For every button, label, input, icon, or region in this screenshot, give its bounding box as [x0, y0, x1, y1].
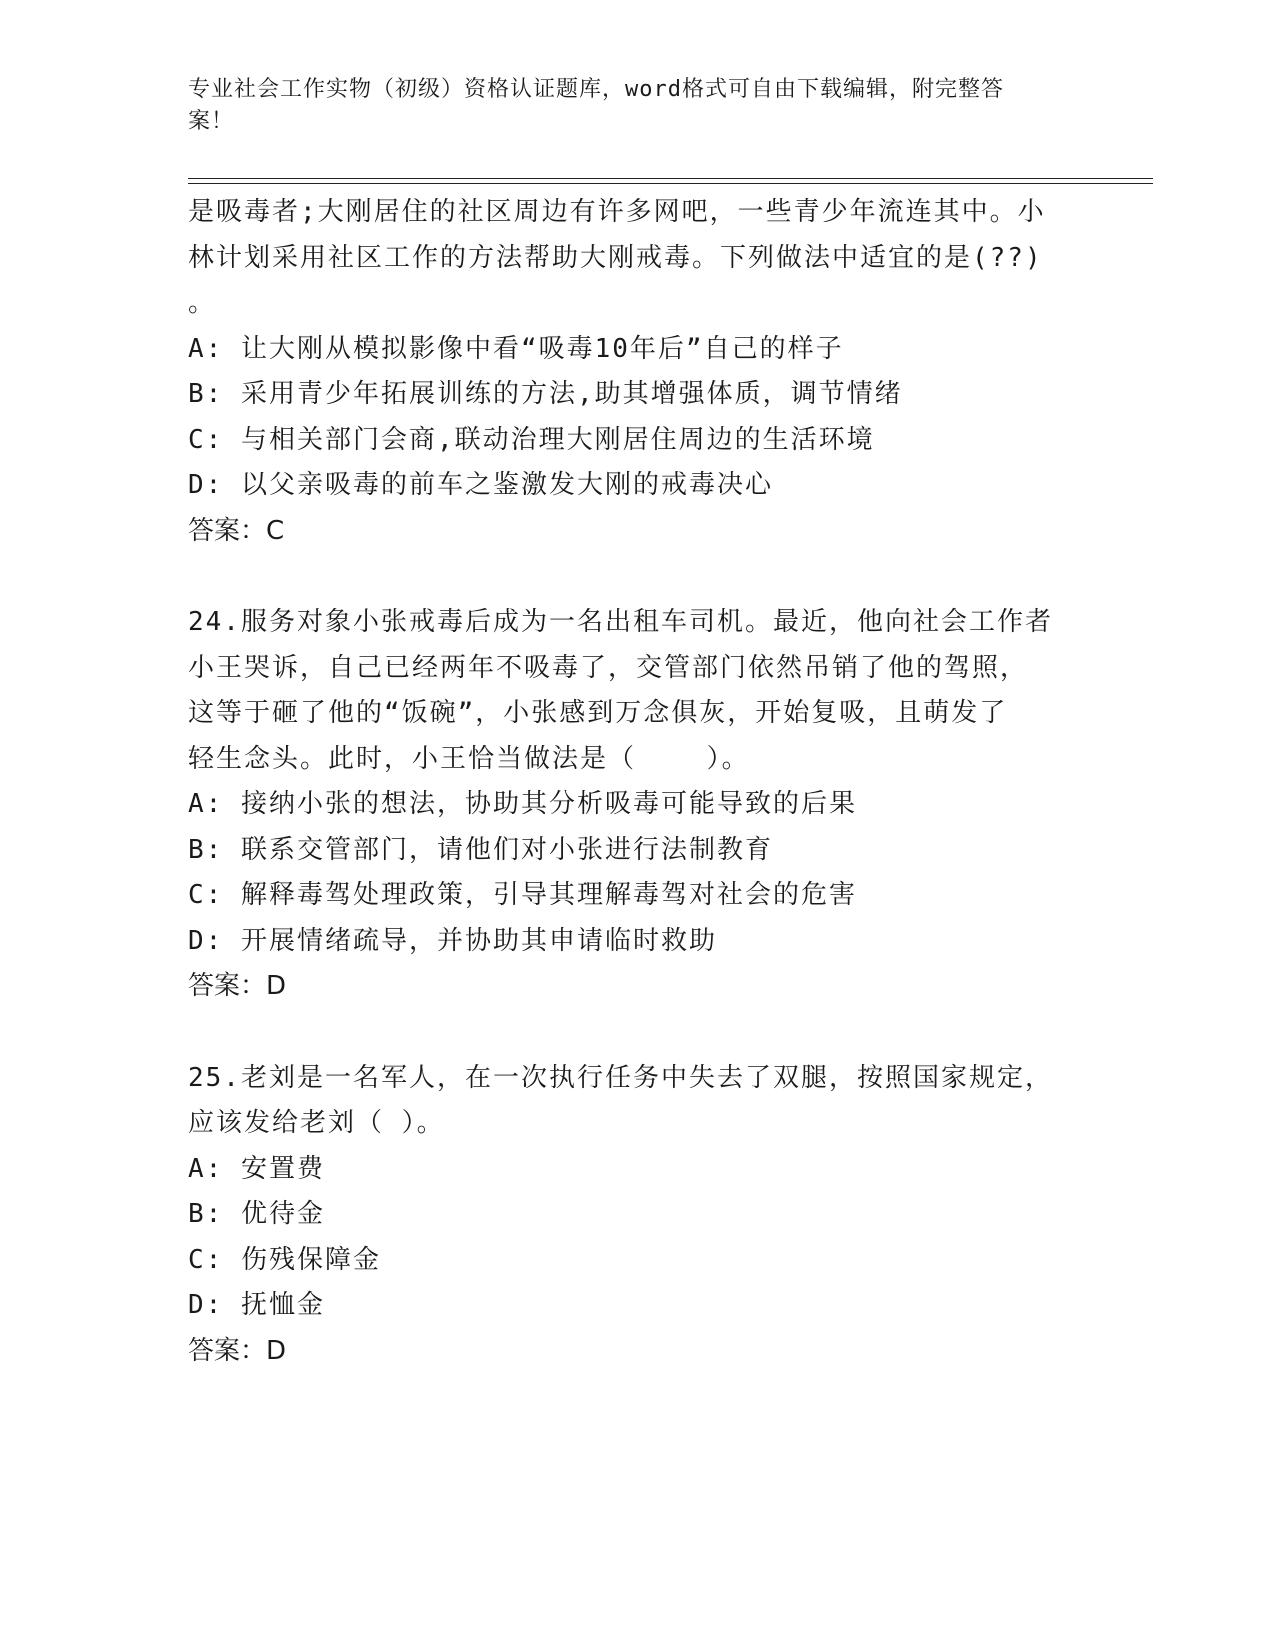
question-23-option-a: A: 让大刚从模拟影像中看“吸毒10年后”自己的样子 [188, 333, 844, 364]
question-25-option-c: C: 伤残保障金 [188, 1244, 381, 1275]
question-24-option-a: A: 接纳小张的想法，协助其分析吸毒可能导致的后果 [188, 789, 857, 819]
question-25-answer: 答案：D [188, 1335, 287, 1366]
question-25-stem-line-1: 25.老刘是一名军人，在一次执行任务中失去了双腿，按照国家规定， [188, 1062, 1053, 1093]
question-25-stem-line-2: 应该发给老刘（ ）。 [188, 1108, 445, 1138]
header-line-1: 专业社会工作实物（初级）资格认证题库，word格式可自由下载编辑，附完整答 [188, 77, 1004, 102]
question-24 [188, 600, 1088, 1010]
spacer [188, 1010, 1088, 1056]
header-line-2: 案！ [188, 109, 235, 134]
question-24-stem-line-3: 这等于砸了他的“饭碗”，小张感到万念俱灰，开始复吸，且萌发了 [188, 698, 1008, 728]
question-23 [188, 190, 1088, 554]
question-24-option-b: B: 联系交管部门，请他们对小张进行法制教育 [188, 834, 773, 865]
question-24-stem-line-1: 24.服务对象小张戒毒后成为一名出租车司机。最近，他向社会工作者 [188, 607, 1053, 637]
question-24-option-c: C: 解释毒驾处理政策，引导其理解毒驾对社会的危害 [188, 880, 857, 910]
question-25-option-d: D: 抚恤金 [188, 1290, 325, 1320]
header-rule-top [188, 178, 1153, 179]
question-23-stem-line-3: 。 [188, 288, 217, 318]
header-rule-bottom [188, 183, 1153, 184]
question-24-stem-line-2: 小王哭诉，自己已经两年不吸毒了，交管部门依然吊销了他的驾照， [188, 652, 1029, 683]
question-23-option-c: C: 与相关部门会商,联动治理大刚居住周边的生活环境 [188, 424, 875, 455]
question-24-answer: 答案：D [188, 971, 287, 1001]
question-23-option-d: D: 以父亲吸毒的前车之鉴激发大刚的戒毒决心 [188, 470, 773, 500]
question-24-option-d: D: 开展情绪疏导，并协助其申请临时救助 [188, 925, 717, 956]
question-23-stem-line-1: 是吸毒者;大刚居住的社区周边有许多网吧，一些青少年流连其中。小 [188, 197, 1046, 227]
question-25-option-a: A: 安置费 [188, 1153, 325, 1184]
question-23-stem-line-2: 林计划采用社区工作的方法帮助大刚戒毒。下列做法中适宜的是(??) [188, 242, 1043, 273]
document-body [188, 190, 1088, 1374]
question-24-stem-line-4: 轻生念头。此时，小王恰当做法是（ ）。 [188, 743, 750, 774]
page-header [188, 74, 1068, 138]
question-23-answer: 答案：C [188, 515, 285, 546]
question-25 [188, 1056, 1088, 1375]
spacer [188, 554, 1088, 600]
question-25-option-b: B: 优待金 [188, 1199, 325, 1229]
question-23-option-b: B: 采用青少年拓展训练的方法,助其增强体质，调节情绪 [188, 379, 903, 409]
